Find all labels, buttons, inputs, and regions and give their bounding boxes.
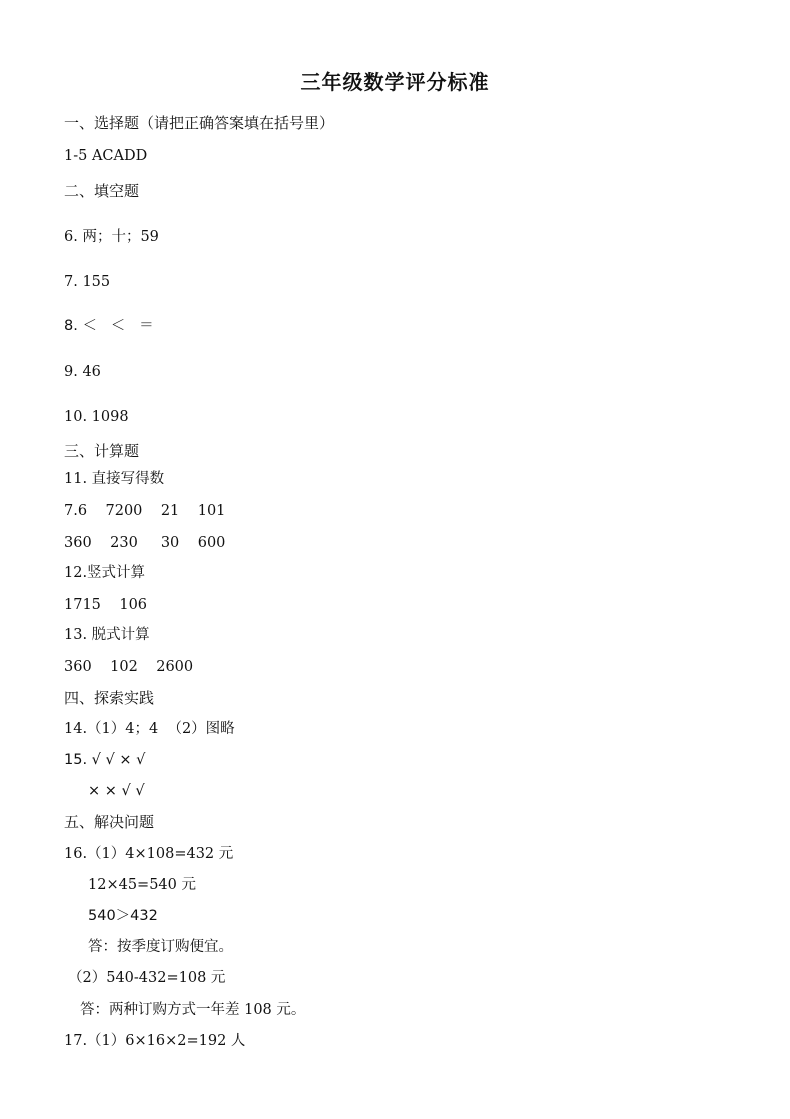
section-2-heading: 二、填空题 xyxy=(64,182,140,200)
q10-answer: 10. 1098 xyxy=(64,409,129,425)
q8-answer: 8. ＜ ＜ ＝ xyxy=(64,318,154,334)
q7-answer: 7. 155 xyxy=(64,274,111,290)
q9-answer: 9. 46 xyxy=(64,364,101,380)
section-4-heading: 四、探索实践 xyxy=(64,689,155,707)
q13-answers: 360 102 2600 xyxy=(64,659,194,675)
q6-answer: 6. 两；十；59 xyxy=(64,229,159,245)
q12-answers: 1715 106 xyxy=(64,597,148,613)
q14-answer: 14.（1）4；4 （2）图略 xyxy=(64,721,235,737)
page-title: 三年级数学评分标准 xyxy=(300,70,490,94)
q1-5-answers: 1-5 ACADD xyxy=(64,148,148,164)
section-1-heading: 一、选择题（请把正确答案填在括号里） xyxy=(64,114,335,132)
q11-title: 11. 直接写得数 xyxy=(64,471,165,487)
q16-line-4: （2）540-432=108 元 xyxy=(68,970,226,986)
q16-line-1: 16.（1）4×108=432 元 xyxy=(64,846,234,862)
q11-row-2: 360 230 30 600 xyxy=(64,535,226,551)
q12-title: 12.竖式计算 xyxy=(64,565,146,581)
q15-row-2: × × √ √ xyxy=(88,783,145,799)
q16-answer-2: 答：两种订购方式一年差 108 元。 xyxy=(80,1002,306,1018)
q11-row-1: 7.6 7200 21 101 xyxy=(64,503,226,519)
q17-line-1: 17.（1）6×16×2=192 人 xyxy=(64,1033,246,1049)
q16-line-3: 540＞432 xyxy=(88,908,158,924)
q13-title: 13. 脱式计算 xyxy=(64,627,150,643)
q15-row-1: 15. √ √ × √ xyxy=(64,752,146,768)
section-5-heading: 五、解决问题 xyxy=(64,813,155,831)
section-3-heading: 三、计算题 xyxy=(64,442,140,460)
q16-line-2: 12×45=540 元 xyxy=(88,877,196,893)
q16-answer-1: 答：按季度订购便宜。 xyxy=(88,939,233,955)
